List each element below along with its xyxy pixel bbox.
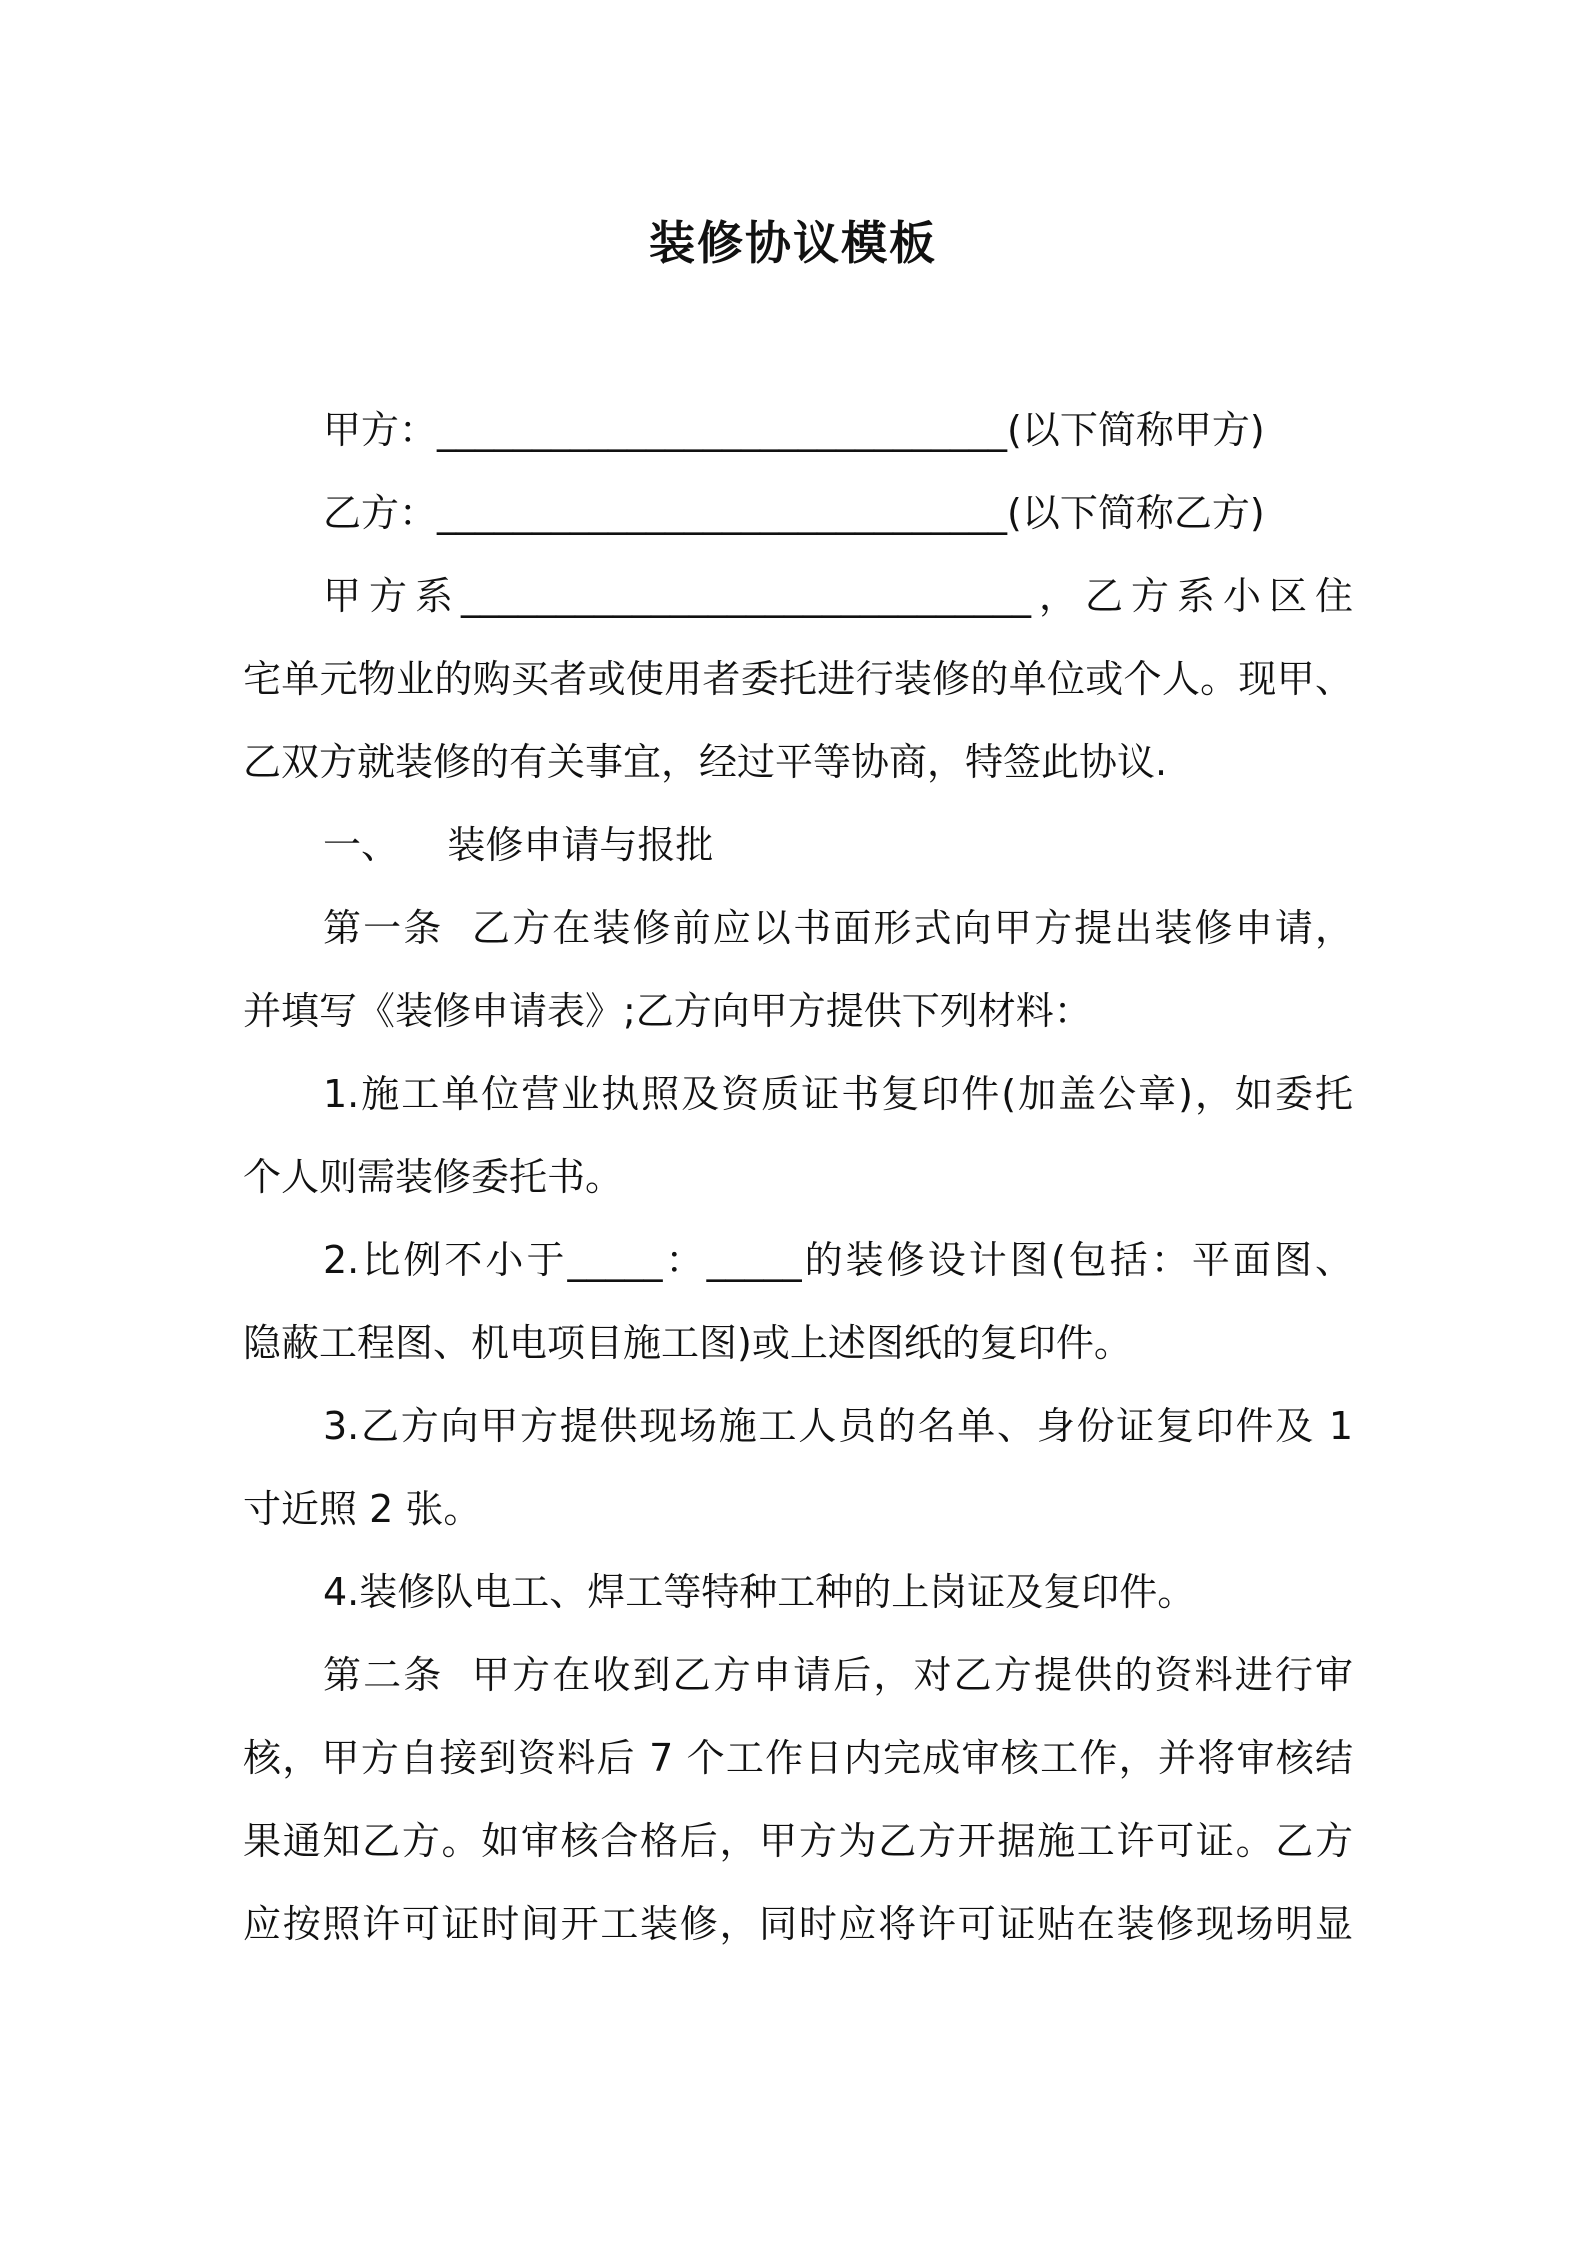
- paragraph-line: 果通知乙方。如审核合格后，甲方为乙方开据施工许可证。乙方: [243, 1819, 1353, 1863]
- paragraph-line: 宅单元物业的购买者或使用者委托进行装修的单位或个人。现甲、: [243, 657, 1353, 701]
- paragraph-line: 隐蔽工程图、机电项目施工图)或上述图纸的复印件。: [243, 1321, 1132, 1365]
- document-title: 装修协议模板: [649, 216, 937, 270]
- paragraph-line: 甲方系______________________________，乙方系小区住: [323, 574, 1353, 618]
- paragraph-line: 并填写《装修申请表》;乙方向甲方提供下列材料：: [243, 989, 1092, 1033]
- article-line: 第一条 乙方在装修前应以书面形式向甲方提出装修申请，: [323, 906, 1353, 950]
- paragraph-line: 寸近照 2 张。: [243, 1487, 482, 1531]
- list-item-line: 1.施工单位营业执照及资质证书复印件(加盖公章)，如委托: [323, 1072, 1353, 1116]
- article-line: 第二条 甲方在收到乙方申请后，对乙方提供的资料进行审: [323, 1653, 1353, 1697]
- paragraph-line: 应按照许可证时间开工装修，同时应将许可证贴在装修现场明显: [243, 1902, 1353, 1946]
- party-a-line: 甲方：______________________________(以下简称甲方): [323, 408, 1265, 452]
- list-item-line: 3.乙方向甲方提供现场施工人员的名单、身份证复印件及 1: [323, 1404, 1353, 1448]
- paragraph-line: 个人则需装修委托书。: [243, 1155, 624, 1199]
- list-item-line: 2.比例不小于_____：_____的装修设计图(包括：平面图、: [323, 1238, 1353, 1282]
- party-b-line: 乙方：______________________________(以下简称乙方): [323, 491, 1265, 535]
- paragraph-line: 乙双方就装修的有关事宜，经过平等协商，特签此协议.: [243, 740, 1168, 784]
- section-heading: 一、 装修申请与报批: [323, 823, 714, 867]
- paragraph-line: 核，甲方自接到资料后 7 个工作日内完成审核工作，并将审核结: [243, 1736, 1353, 1780]
- list-item-line: 4.装修队电工、焊工等特种工种的上岗证及复印件。: [323, 1570, 1196, 1614]
